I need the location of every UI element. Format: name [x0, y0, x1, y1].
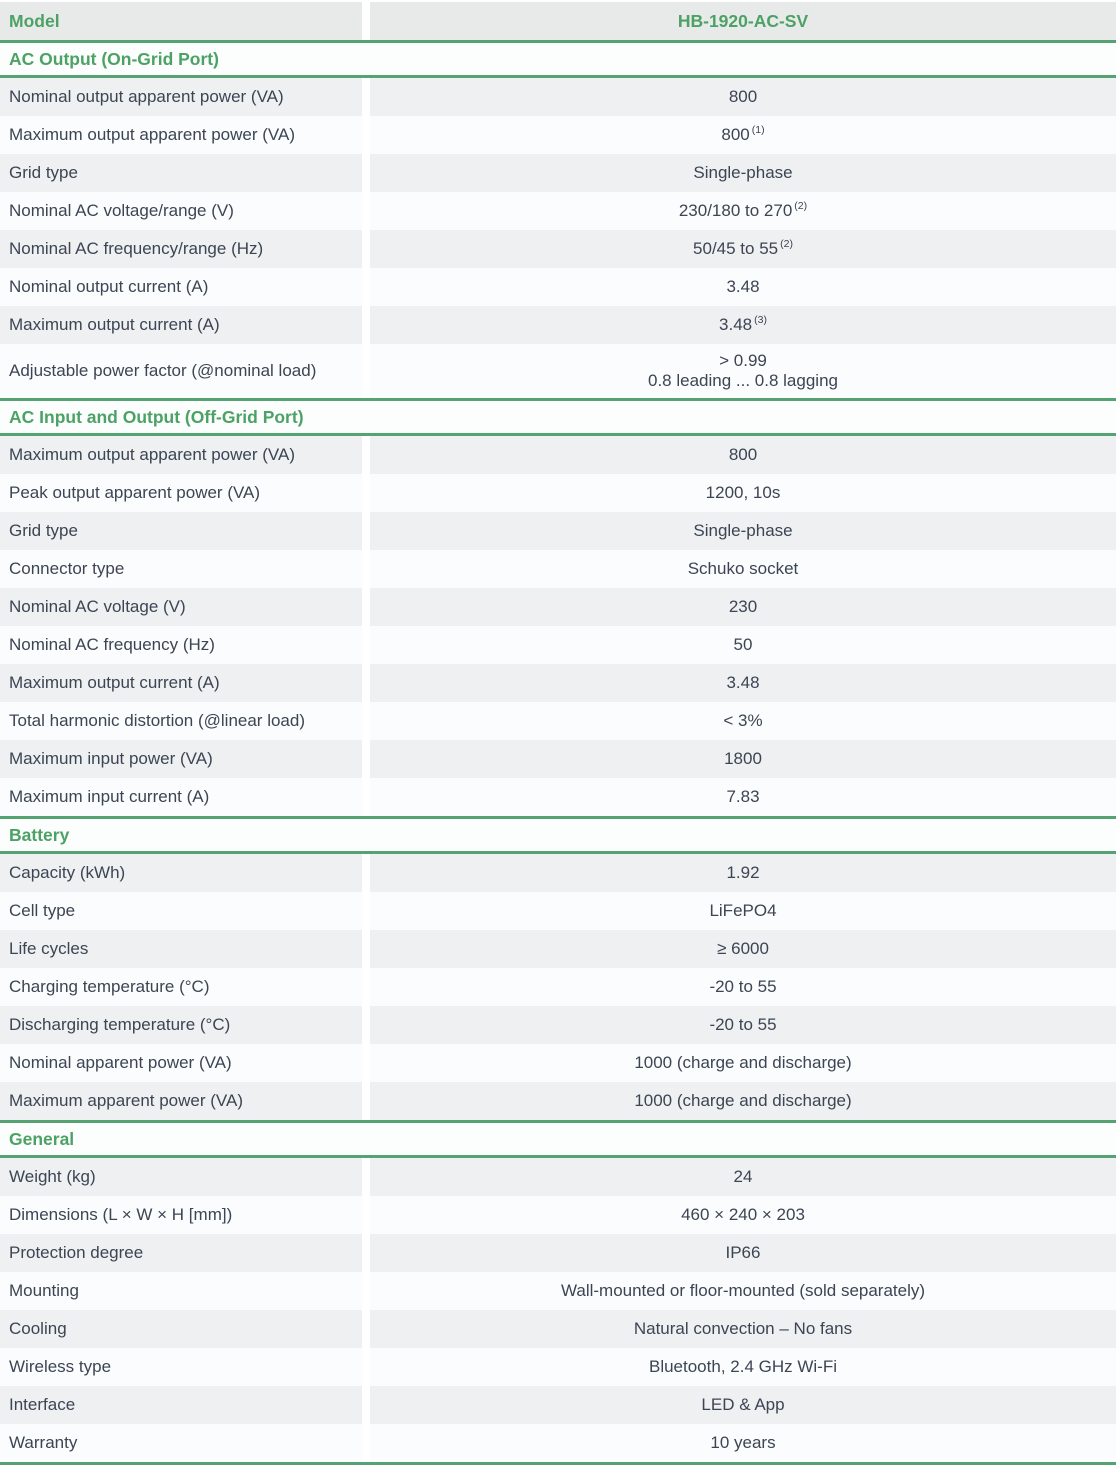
model-value: HB-1920-AC-SV [677, 10, 809, 31]
spec-value-line [709, 1015, 776, 1035]
column-gap [362, 1006, 370, 1044]
column-gap [362, 344, 370, 398]
spec-value-cell [370, 778, 1116, 816]
column-gap [362, 626, 370, 664]
spec-value-cell [370, 192, 1116, 230]
column-gap [362, 968, 370, 1006]
spec-row [0, 588, 1116, 626]
spec-row [0, 1424, 1116, 1462]
spec-value: IP66 [725, 1243, 761, 1262]
spec-row [0, 778, 1116, 816]
column-gap [362, 588, 370, 626]
column-gap [362, 930, 370, 968]
spec-section [0, 40, 1116, 398]
spec-value-line [719, 351, 767, 371]
spec-value-cell [370, 1424, 1116, 1462]
footnote-marker: (2) [794, 200, 808, 213]
spec-value-cell [370, 1006, 1116, 1044]
spec-value-cell [370, 116, 1116, 154]
spec-value: 800 [728, 87, 758, 106]
spec-row [0, 1272, 1116, 1310]
spec-value-cell [370, 512, 1116, 550]
spec-value-cell [370, 154, 1116, 192]
column-gap [362, 512, 370, 550]
column-gap [362, 1348, 370, 1386]
spec-label: Protection degree [0, 1234, 362, 1272]
spec-value-line [634, 1053, 851, 1073]
spec-row [0, 854, 1116, 892]
column-gap [362, 116, 370, 154]
spec-label: Nominal AC voltage (V) [0, 588, 362, 626]
column-gap [362, 1272, 370, 1310]
spec-value-line [726, 673, 759, 693]
column-gap [362, 1234, 370, 1272]
column-gap [362, 550, 370, 588]
section-rows [0, 436, 1116, 816]
spec-row [0, 1196, 1116, 1234]
spec-value: 3.48 [726, 277, 760, 296]
spec-row [0, 306, 1116, 344]
spec-row [0, 1158, 1116, 1196]
spec-row [0, 968, 1116, 1006]
spec-row [0, 230, 1116, 268]
spec-value-line [649, 1357, 837, 1377]
spec-label: Cooling [0, 1310, 362, 1348]
spec-label: Charging temperature (°C) [0, 968, 362, 1006]
section-title: General [9, 1128, 75, 1149]
column-gap [362, 740, 370, 778]
spec-row [0, 1234, 1116, 1272]
spec-label: Warranty [0, 1424, 362, 1462]
spec-value: 1.92 [726, 863, 760, 882]
column-gap [362, 1158, 370, 1196]
spec-value-cell [370, 1386, 1116, 1424]
section-title: AC Output (On-Grid Port) [9, 48, 219, 69]
spec-value-line [634, 1319, 852, 1339]
spec-label: Maximum output apparent power (VA) [0, 436, 362, 474]
section-title: AC Input and Output (Off-Grid Port) [9, 406, 304, 427]
spec-label: Nominal output apparent power (VA) [0, 78, 362, 116]
spec-value: LiFePO4 [709, 901, 777, 920]
spec-row [0, 1348, 1116, 1386]
spec-value: 1200, 10s [705, 483, 781, 502]
spec-value: 50/45 to 55 [693, 239, 779, 258]
spec-label: Nominal AC voltage/range (V) [0, 192, 362, 230]
spec-label: Peak output apparent power (VA) [0, 474, 362, 512]
spec-row [0, 930, 1116, 968]
spec-value: 10 years [710, 1433, 776, 1452]
spec-row [0, 78, 1116, 116]
spec-value-line [726, 787, 759, 807]
spec-label: Grid type [0, 154, 362, 192]
column-gap [362, 230, 370, 268]
spec-value-cell [370, 230, 1116, 268]
spec-row [0, 344, 1116, 398]
spec-label: Nominal apparent power (VA) [0, 1044, 362, 1082]
spec-value-cell [370, 1310, 1116, 1348]
spec-value: 230/180 to 270 [678, 201, 793, 220]
spec-value: 230 [728, 597, 758, 616]
spec-value: > 0.99 [719, 351, 767, 370]
spec-row [0, 550, 1116, 588]
spec-label: Nominal AC frequency (Hz) [0, 626, 362, 664]
spec-value-cell [370, 740, 1116, 778]
spec-value-line [693, 163, 792, 183]
spec-label: Cell type [0, 892, 362, 930]
spec-value-line [726, 863, 759, 883]
column-gap [362, 854, 370, 892]
spec-value-line [710, 1433, 775, 1453]
spec-row [0, 664, 1116, 702]
column-gap [362, 436, 370, 474]
model-header-cell [0, 2, 362, 40]
spec-label: Maximum output current (A) [0, 664, 362, 702]
spec-value-line2: 0.8 leading ... 0.8 lagging [648, 371, 838, 390]
spec-value-line [717, 939, 769, 959]
spec-value-line [726, 277, 759, 297]
spec-value-cell [370, 892, 1116, 930]
spec-value-line [721, 125, 764, 145]
spec-value: -20 to 55 [709, 977, 777, 996]
spec-value-line [729, 597, 757, 617]
footnote-marker: (1) [751, 124, 765, 137]
spec-value: 1000 (charge and discharge) [634, 1053, 852, 1072]
spec-row [0, 1044, 1116, 1082]
spec-row [0, 1082, 1116, 1120]
spec-value: LED & App [701, 1395, 785, 1414]
spec-value: 800 [721, 125, 750, 144]
spec-label: Total harmonic distortion (@linear load) [0, 702, 362, 740]
spec-value-cell [370, 1044, 1116, 1082]
section-title: Battery [9, 824, 70, 845]
column-gap [362, 1196, 370, 1234]
spec-sections [0, 40, 1116, 1462]
spec-value-cell [370, 344, 1116, 398]
column-gap [362, 2, 370, 40]
spec-label: Maximum input current (A) [0, 778, 362, 816]
section-rows [0, 1158, 1116, 1462]
spec-value-cell [370, 474, 1116, 512]
spec-value-line [561, 1281, 925, 1301]
spec-value-line [729, 87, 757, 107]
spec-value-cell [370, 1158, 1116, 1196]
spec-value: Single-phase [693, 163, 793, 182]
spec-value: 7.83 [726, 787, 760, 806]
spec-value-cell [370, 1196, 1116, 1234]
spec-row [0, 116, 1116, 154]
column-gap [362, 154, 370, 192]
spec-value-line [634, 1091, 851, 1111]
spec-value-line [726, 1243, 761, 1263]
spec-value-cell [370, 268, 1116, 306]
spec-row [0, 1386, 1116, 1424]
column-gap [362, 268, 370, 306]
spec-label: Weight (kg) [0, 1158, 362, 1196]
spec-row [0, 436, 1116, 474]
spec-row [0, 740, 1116, 778]
spec-label: Nominal AC frequency/range (Hz) [0, 230, 362, 268]
spec-section [0, 1120, 1116, 1462]
spec-label: Grid type [0, 512, 362, 550]
spec-label: Interface [0, 1386, 362, 1424]
spec-value-line [681, 1205, 805, 1225]
spec-value-cell [370, 702, 1116, 740]
spec-value-cell [370, 968, 1116, 1006]
spec-value-cell [370, 436, 1116, 474]
column-gap [362, 474, 370, 512]
spec-label: Maximum output apparent power (VA) [0, 116, 362, 154]
spec-label: Mounting [0, 1272, 362, 1310]
spec-value-line [679, 201, 807, 221]
section-title-row [0, 1123, 1116, 1155]
spec-row [0, 702, 1116, 740]
column-gap [362, 1082, 370, 1120]
spec-value-line [709, 901, 776, 921]
footnote-marker: (3) [754, 314, 767, 327]
spec-row [0, 626, 1116, 664]
spec-row [0, 154, 1116, 192]
table-header-row [0, 2, 1116, 40]
spec-value-cell [370, 1272, 1116, 1310]
column-gap [362, 1386, 370, 1424]
spec-value: Natural convection – No fans [633, 1319, 853, 1338]
spec-label: Dimensions (L × W × H [mm]) [0, 1196, 362, 1234]
column-gap [362, 78, 370, 116]
spec-value: Wall-mounted or floor-mounted (sold separately) [560, 1281, 926, 1300]
column-gap [362, 1424, 370, 1462]
spec-value: < 3% [723, 711, 763, 730]
spec-value-cell [370, 930, 1116, 968]
spec-row [0, 268, 1116, 306]
spec-value-line [693, 239, 793, 259]
spec-value-line [701, 1395, 784, 1415]
column-gap [362, 192, 370, 230]
spec-value-line [734, 1167, 753, 1187]
spec-value: -20 to 55 [709, 1015, 777, 1034]
spec-value: Schuko socket [687, 559, 799, 578]
spec-value: 1800 [724, 749, 762, 768]
spec-value-cell [370, 306, 1116, 344]
section-title-row [0, 43, 1116, 75]
footnote-marker: (2) [780, 238, 793, 251]
spec-label: Nominal output current (A) [0, 268, 362, 306]
spec-value-cell [370, 550, 1116, 588]
spec-value-line [706, 483, 781, 503]
spec-value-cell [370, 854, 1116, 892]
spec-value-cell [370, 78, 1116, 116]
spec-value-cell [370, 1234, 1116, 1272]
spec-value-cell [370, 1082, 1116, 1120]
spec-value-cell [370, 664, 1116, 702]
section-title-row [0, 819, 1116, 851]
spec-value-cell [370, 588, 1116, 626]
column-gap [362, 892, 370, 930]
spec-value: 1000 (charge and discharge) [634, 1091, 852, 1110]
spec-label: Maximum output current (A) [0, 306, 362, 344]
spec-value: 24 [733, 1167, 753, 1186]
spec-row [0, 1006, 1116, 1044]
spec-label: Maximum apparent power (VA) [0, 1082, 362, 1120]
spec-value-cell [370, 626, 1116, 664]
section-title-row [0, 401, 1116, 433]
bottom-margin [0, 1465, 1116, 1471]
column-gap [362, 702, 370, 740]
column-gap [362, 778, 370, 816]
spec-value-line [693, 521, 792, 541]
spec-value-line [724, 749, 762, 769]
spec-label: Life cycles [0, 930, 362, 968]
spec-label: Discharging temperature (°C) [0, 1006, 362, 1044]
spec-value: ≥ 6000 [717, 939, 769, 958]
spec-value-line [709, 977, 776, 997]
spec-value: 3.48 [726, 673, 760, 692]
section-rows [0, 78, 1116, 398]
column-gap [362, 664, 370, 702]
spec-label: Connector type [0, 550, 362, 588]
section-rows [0, 854, 1116, 1120]
spec-section [0, 816, 1116, 1120]
spec-value-line [723, 711, 762, 731]
model-label: Model [9, 10, 60, 31]
spec-value-cell [370, 1348, 1116, 1386]
spec-row [0, 1310, 1116, 1348]
spec-label: Maximum input power (VA) [0, 740, 362, 778]
spec-label: Capacity (kWh) [0, 854, 362, 892]
spec-label: Wireless type [0, 1348, 362, 1386]
spec-row [0, 192, 1116, 230]
spec-label: Adjustable power factor (@nominal load) [0, 344, 362, 398]
spec-value: 3.48 [719, 315, 753, 334]
spec-value: Bluetooth, 2.4 GHz Wi-Fi [648, 1357, 837, 1376]
column-gap [362, 1310, 370, 1348]
column-gap [362, 1044, 370, 1082]
spec-value: 460 × 240 × 203 [681, 1205, 805, 1224]
spec-value-line [734, 635, 753, 655]
spec-value-line [729, 445, 757, 465]
spec-value-line [688, 559, 799, 579]
spec-value: 50 [733, 635, 753, 654]
spec-section [0, 398, 1116, 816]
spec-row [0, 474, 1116, 512]
spec-value: Single-phase [693, 521, 793, 540]
spec-value: 800 [728, 445, 758, 464]
spec-row [0, 512, 1116, 550]
column-gap [362, 306, 370, 344]
model-value-cell [370, 2, 1116, 40]
spec-value-line [719, 315, 767, 335]
spec-row [0, 892, 1116, 930]
